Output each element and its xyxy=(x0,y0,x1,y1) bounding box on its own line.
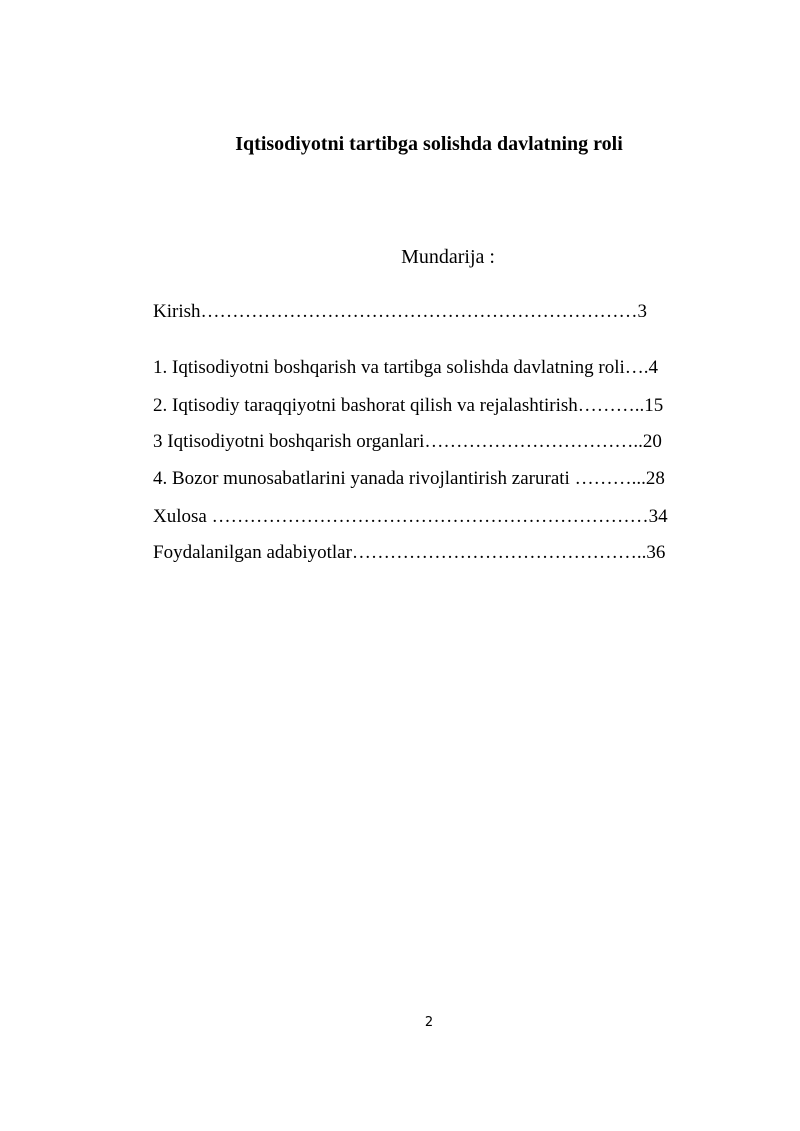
page-number: 2 xyxy=(424,1015,434,1030)
toc-entry-references: Foydalanilgan adabiyotlar………………………………………..36 xyxy=(153,542,666,563)
contents-heading: Mundarija : xyxy=(401,246,495,268)
toc-entry-conclusion: Xulosa ……………………………………………………………34 xyxy=(153,506,668,527)
toc-entry-chapter-4: 4. Bozor munosabatlarini yanada rivojlantirish zarurati ………...28 xyxy=(153,468,665,489)
toc-entry-introduction: Kirish……………………………………………………………3 xyxy=(153,301,647,322)
toc-entry-chapter-3: 3 Iqtisodiyotni boshqarish organlari……………………………..20 xyxy=(153,431,662,452)
toc-entry-chapter-1: 1. Iqtisodiyotni boshqarish va tartibga solishda davlatning roli….4 xyxy=(153,357,659,378)
document-title: Iqtisodiyotni tartibga solishda davlatning roli xyxy=(235,133,623,155)
toc-entry-chapter-2: 2. Iqtisodiy taraqqiyotni bashorat qilish va rejalashtirish………..15 xyxy=(153,395,664,416)
